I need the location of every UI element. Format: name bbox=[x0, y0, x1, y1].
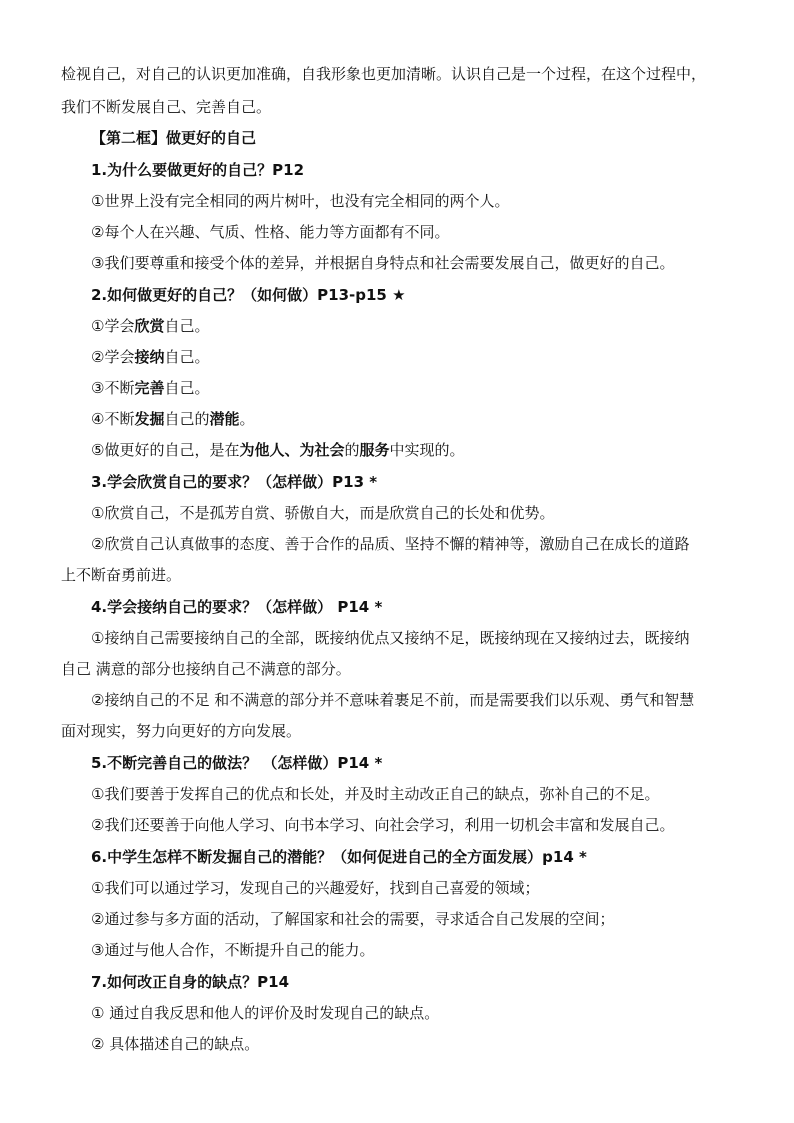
answer-text: 自己的 bbox=[164, 410, 210, 428]
answer-text: 中实现的。 bbox=[389, 441, 465, 459]
answer-line: ① 通过自我反思和他人的评价及时发现自己的缺点。 bbox=[91, 1004, 440, 1022]
answer-line: ①我们要善于发挥自己的优点和长处，并及时主动改正自己的缺点，弥补自己的不足。 bbox=[91, 785, 660, 803]
answer-text: 自己。 bbox=[164, 348, 210, 366]
answer-text: ⑤做更好的自己，是在 bbox=[91, 441, 240, 459]
question-heading: 3.学会欣赏自己的要求？（怎样做）P13 * bbox=[91, 473, 378, 491]
answer-line bbox=[91, 378, 736, 398]
answer-text: 自己。 bbox=[164, 317, 210, 335]
answer-line: ②每个人在兴趣、气质、性格、能力等方面都有不同。 bbox=[91, 223, 450, 241]
answer-text: 。 bbox=[239, 410, 255, 428]
answer-line: ②通过参与多方面的活动，了解国家和社会的需要，寻求适合自己发展的空间； bbox=[91, 910, 615, 928]
answer-line bbox=[91, 316, 736, 336]
answer-line: 面对现实，努力向更好的方向发展。 bbox=[61, 722, 302, 740]
question-heading: 5.不断完善自己的做法？ （怎样做）P14 * bbox=[91, 754, 383, 772]
answer-text: 自己。 bbox=[164, 379, 210, 397]
question-heading: 7.如何改正自身的缺点？P14 bbox=[91, 973, 290, 991]
key-term: 潜能 bbox=[209, 410, 240, 428]
answer-text: 的 bbox=[344, 441, 360, 459]
question-heading: 6.中学生怎样不断发掘自己的潜能？（如何促进自己的全方面发展）p14 * bbox=[91, 848, 587, 866]
answer-line bbox=[91, 440, 736, 460]
answer-line: ② 具体描述自己的缺点。 bbox=[91, 1035, 260, 1053]
key-term: 欣赏 bbox=[134, 317, 165, 335]
question-heading: 2.如何做更好的自己？（如何做）P13-p15 ★ bbox=[91, 286, 406, 304]
answer-line bbox=[91, 409, 736, 429]
section-heading: 【第二框】做更好的自己 bbox=[91, 129, 257, 147]
question-heading: 4.学会接纳自己的要求？（怎样做） P14 * bbox=[91, 598, 383, 616]
paragraph-line: 检视自己，对自己的认识更加准确，自我形象也更加清晰。认识自己是一个过程，在这个过程中， bbox=[61, 65, 707, 83]
answer-line bbox=[91, 347, 736, 367]
question-heading: 1.为什么要做更好的自己？P12 bbox=[91, 161, 305, 179]
answer-line: ②欣赏自己认真做事的态度、善于合作的品质、坚持不懈的精神等，激励自己在成长的道路 bbox=[91, 535, 690, 553]
answer-line: ①世界上没有完全相同的两片树叶，也没有完全相同的两个人。 bbox=[91, 192, 510, 210]
answer-line: ①接纳自己需要接纳自己的全部，既接纳优点又接纳不足，既接纳现在又接纳过去，既接纳 bbox=[91, 629, 690, 647]
answer-line: 上不断奋勇前进。 bbox=[61, 566, 182, 584]
key-term: 为他人、为社会 bbox=[239, 441, 345, 459]
key-term: 接纳 bbox=[134, 348, 165, 366]
answer-line: ②我们还要善于向他人学习、向书本学习、向社会学习，利用一切机会丰富和发展自己。 bbox=[91, 816, 675, 834]
key-term: 发掘 bbox=[134, 410, 165, 428]
answer-line: ①我们可以通过学习，发现自己的兴趣爱好，找到自己喜爱的领域； bbox=[91, 879, 540, 897]
answer-line: ①欣赏自己，不是孤芳自赏、骄傲自大，而是欣赏自己的长处和优势。 bbox=[91, 504, 555, 522]
answer-line: ②接纳自己的不足 和不满意的部分并不意味着裹足不前，而是需要我们以乐观、勇气和智慧 bbox=[91, 691, 695, 709]
answer-text: ③不断 bbox=[91, 379, 135, 397]
key-term: 完善 bbox=[134, 379, 165, 397]
answer-text: ②学会 bbox=[91, 348, 135, 366]
answer-line: ③通过与他人合作，不断提升自己的能力。 bbox=[91, 941, 375, 959]
paragraph-line: 我们不断发展自己、完善自己。 bbox=[61, 98, 272, 116]
answer-line: 自己 满意的部分也接纳自己不满意的部分。 bbox=[61, 660, 351, 678]
answer-text: ④不断 bbox=[91, 410, 135, 428]
key-term: 服务 bbox=[359, 441, 390, 459]
answer-line: ③我们要尊重和接受个体的差异，并根据自身特点和社会需要发展自己，做更好的自己。 bbox=[91, 254, 675, 272]
answer-text: ①学会 bbox=[91, 317, 135, 335]
